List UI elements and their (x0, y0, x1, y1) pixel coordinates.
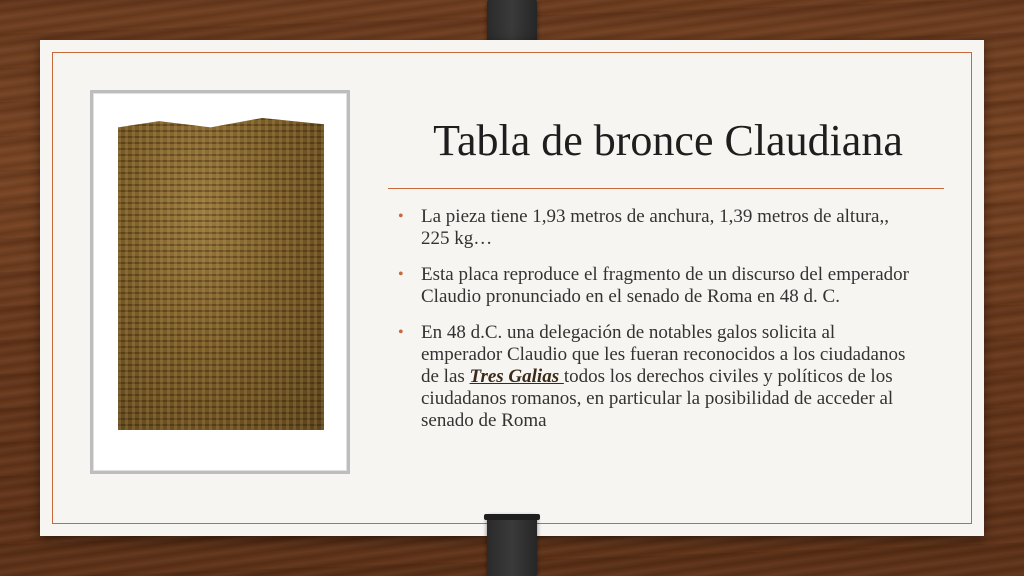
bullet-item (398, 264, 918, 308)
bullet-item (398, 206, 918, 250)
bullet-text-after: todos los derechos civiles y políticos de los ciudadanos romanos, en particular la posibilidad de acceder al senado de Roma (421, 366, 894, 431)
bullet-text-before: En 48 d.C. una delegación de notables galos solicita al emperador Claudio que les fueran reconocidos a los ciudadanos de las (421, 322, 906, 387)
tres-galias-link[interactable]: Tres Galias (469, 366, 564, 387)
bullet-list (398, 206, 918, 446)
slide-title: Tabla de bronce Claudiana (433, 116, 903, 165)
bullet-text: Esta placa reproduce el fragmento de un discurso del emperador Claudio pronunciado en el senado de Roma en 48 d. C. (421, 264, 909, 307)
bullet-item (398, 322, 918, 432)
bronze-tablet-icon (118, 118, 324, 430)
bullet-marker: • (398, 208, 404, 225)
title-divider (388, 188, 944, 189)
bullet-marker: • (398, 266, 404, 283)
bullet-marker: • (398, 324, 404, 341)
bullet-text: La pieza tiene 1,93 metros de anchura, 1,39 metros de altura,, 225 kg… (421, 206, 889, 249)
binder-clip-bottom (487, 514, 537, 576)
